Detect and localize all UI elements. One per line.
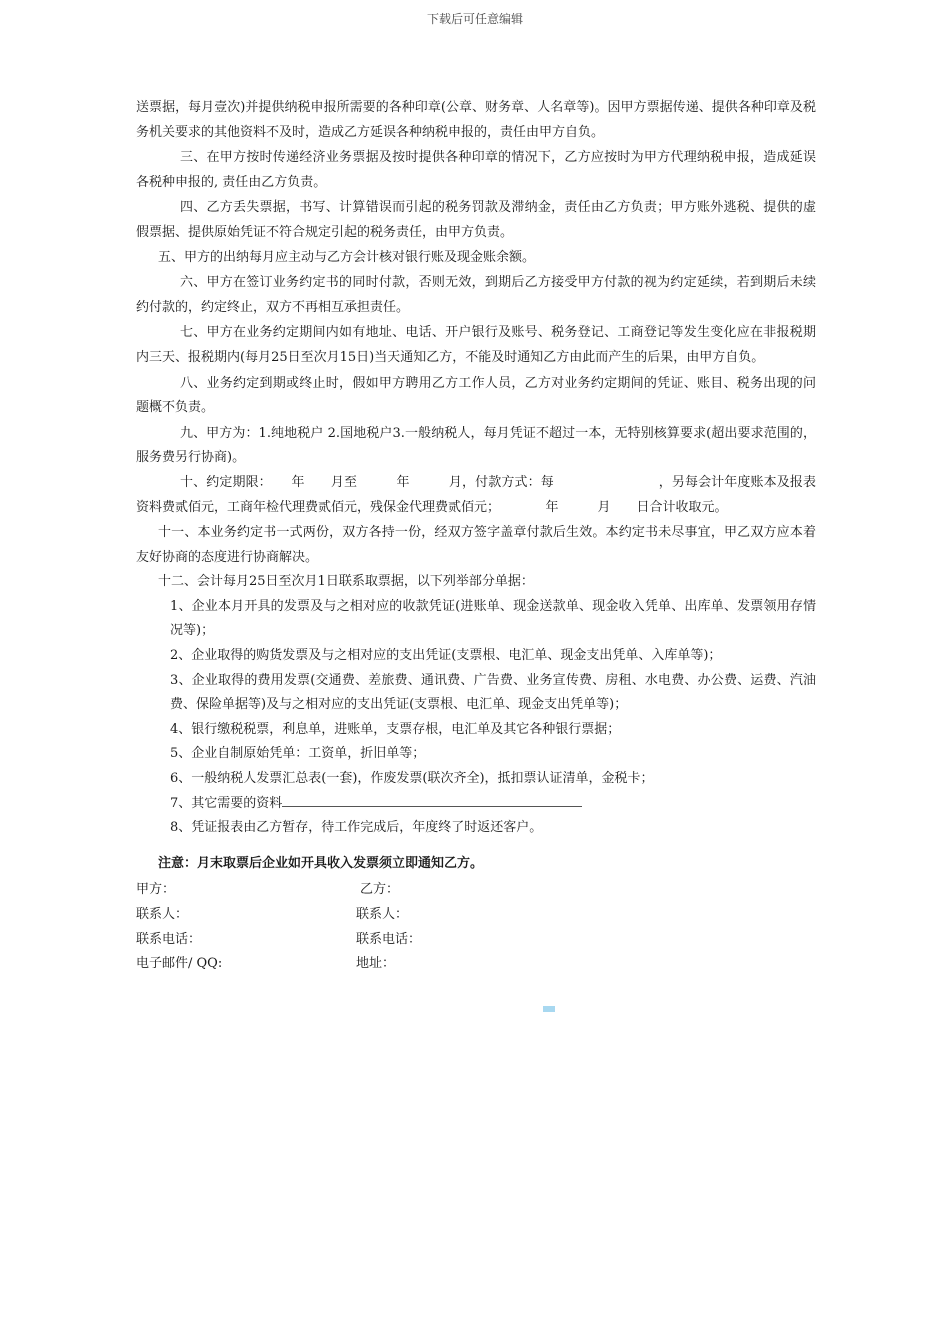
- contract-body: [136, 96, 816, 977]
- page-header: 下载后可任意编辑: [426, 12, 523, 26]
- party-a-contact-label: 联系人：: [136, 907, 189, 922]
- highlight-mark: [543, 1006, 555, 1012]
- paragraph-continued: 送票据，每月壹次)并提供纳税申报所需要的各种印章(公章、财务章、人名章等)。因甲方票据传递、提供各种印章及税务机关要求的其他资料不及时，造成乙方延误各种纳税申报的，责任由甲方自负。: [136, 100, 816, 140]
- clause-5: 五、甲方的出纳每月应主动与乙方会计核对银行账及现金账余额。: [158, 249, 536, 265]
- list-item-text: 7、其它需要的资料: [170, 795, 283, 811]
- party-a-email-label: 电子邮件/ QQ:: [136, 956, 223, 972]
- list-item: [170, 767, 816, 792]
- clause-11: 十一、本业务约定书一式两份，双方各持一份，经双方签字盖章付款后生效。本约定书未尽事宜，甲乙双方应本着友好协商的态度进行协商解决。: [136, 525, 816, 565]
- list-item: 8、凭证报表由乙方暂存，待工作完成后，年度终了时返还客户。: [170, 820, 543, 836]
- party-b-label: 乙方：: [360, 882, 400, 898]
- signature-block: [136, 878, 816, 976]
- list-item: 5、企业自制原始凭单：工资单，折旧单等；: [170, 746, 426, 762]
- clause-3: 三、在甲方按时传递经济业务票据及按时提供各种印章的情况下，乙方应按时为甲方代理纳税申报，造成延误各税种申报的, 责任由乙方负责。: [136, 150, 816, 190]
- clause-10: 十、约定期限： 年 月至 年 月，付款方式：每 ，另每会计年度账本及报表资料费贰佰元，工商年检代理费贰佰元，残保金代理费贰佰元； 年 月 日合计收取元。: [136, 474, 816, 515]
- clause-4: 四、乙方丢失票据，书写、计算错误而引起的税务罚款及滞纳金，责任由乙方负责；甲方账外逃税、提供的虚假票据、提供原始凭证不符合规定引起的税务责任，由甲方负责。: [136, 200, 816, 240]
- party-b-address-label: 地址：: [356, 956, 396, 972]
- party-a-phone-label: 联系电话：: [136, 931, 202, 947]
- party-b-contact-label: 联系人：: [356, 907, 409, 922]
- list-item: 4、银行缴税税票，利息单，进账单，支票存根，电汇单及其它各种银行票据；: [170, 721, 621, 737]
- party-a-label: 甲方：: [136, 882, 176, 898]
- clause-7: 七、甲方在业务约定期间内如有地址、电话、开户银行及账号、税务登记、工商登记等发生变化应在非报税期内三天、报税期内(每月25日至次月15日)当天通知乙方，不能及时通知乙方由此而产生的后果，由甲方自负。: [136, 325, 816, 365]
- clause-12: 十二、会计每月25日至次月1日联系取票据，以下列举部分单据：: [158, 574, 534, 590]
- list-item: 1、企业本月开具的发票及与之相对应的收款凭证(进账单、现金送款单、现金收入凭单、出库单、发票领用存情况等)；: [170, 598, 816, 639]
- list-item: 3、企业取得的费用发票(交通费、差旅费、通讯费、广告费、业务宣传费、房租、水电费、办公费、运费、汽油费、保险单据等)及与之相对应的支出凭证(支票根、电汇单、现金支出凭单等)；: [170, 672, 816, 713]
- signature-row: [136, 903, 816, 928]
- party-b-phone-label: 联系电话：: [356, 931, 422, 947]
- signature-row: [136, 878, 816, 903]
- list-item: 2、企业取得的购货发票及与之相对应的支出凭证(支票根、电汇单、现金支出凭单、入库单等)；: [170, 648, 722, 664]
- signature-row: [136, 952, 816, 977]
- document-list: [136, 595, 816, 841]
- clause-6: 六、甲方在签订业务约定书的同时付款，否则无效，到期后乙方接受甲方付款的视为约定延续，若到期后未续约付款的，约定终止，双方不再相互承担责任。: [136, 275, 816, 315]
- notice-text: 注意：月末取票后企业如开具收入发票须立即通知乙方。: [158, 855, 484, 871]
- fill-in-blank[interactable]: [282, 794, 582, 807]
- list-item-text: 6、一般纳税人发票汇总表(一套)，作废发票(联次齐全)，抵扣票认证清单，金税卡；: [170, 771, 654, 787]
- signature-row: [136, 928, 816, 953]
- list-item: [170, 792, 816, 817]
- clause-8: 八、业务约定到期或终止时，假如甲方聘用乙方工作人员，乙方对业务约定期间的凭证、账目、税务出现的问题概不负责。: [136, 375, 816, 416]
- clause-9: 九、甲方为：1.纯地税户 2.国地税户3.一般纳税人，每月凭证不超过一本，无特别核算要求(超出要求范围的，服务费另行协商)。: [136, 425, 816, 466]
